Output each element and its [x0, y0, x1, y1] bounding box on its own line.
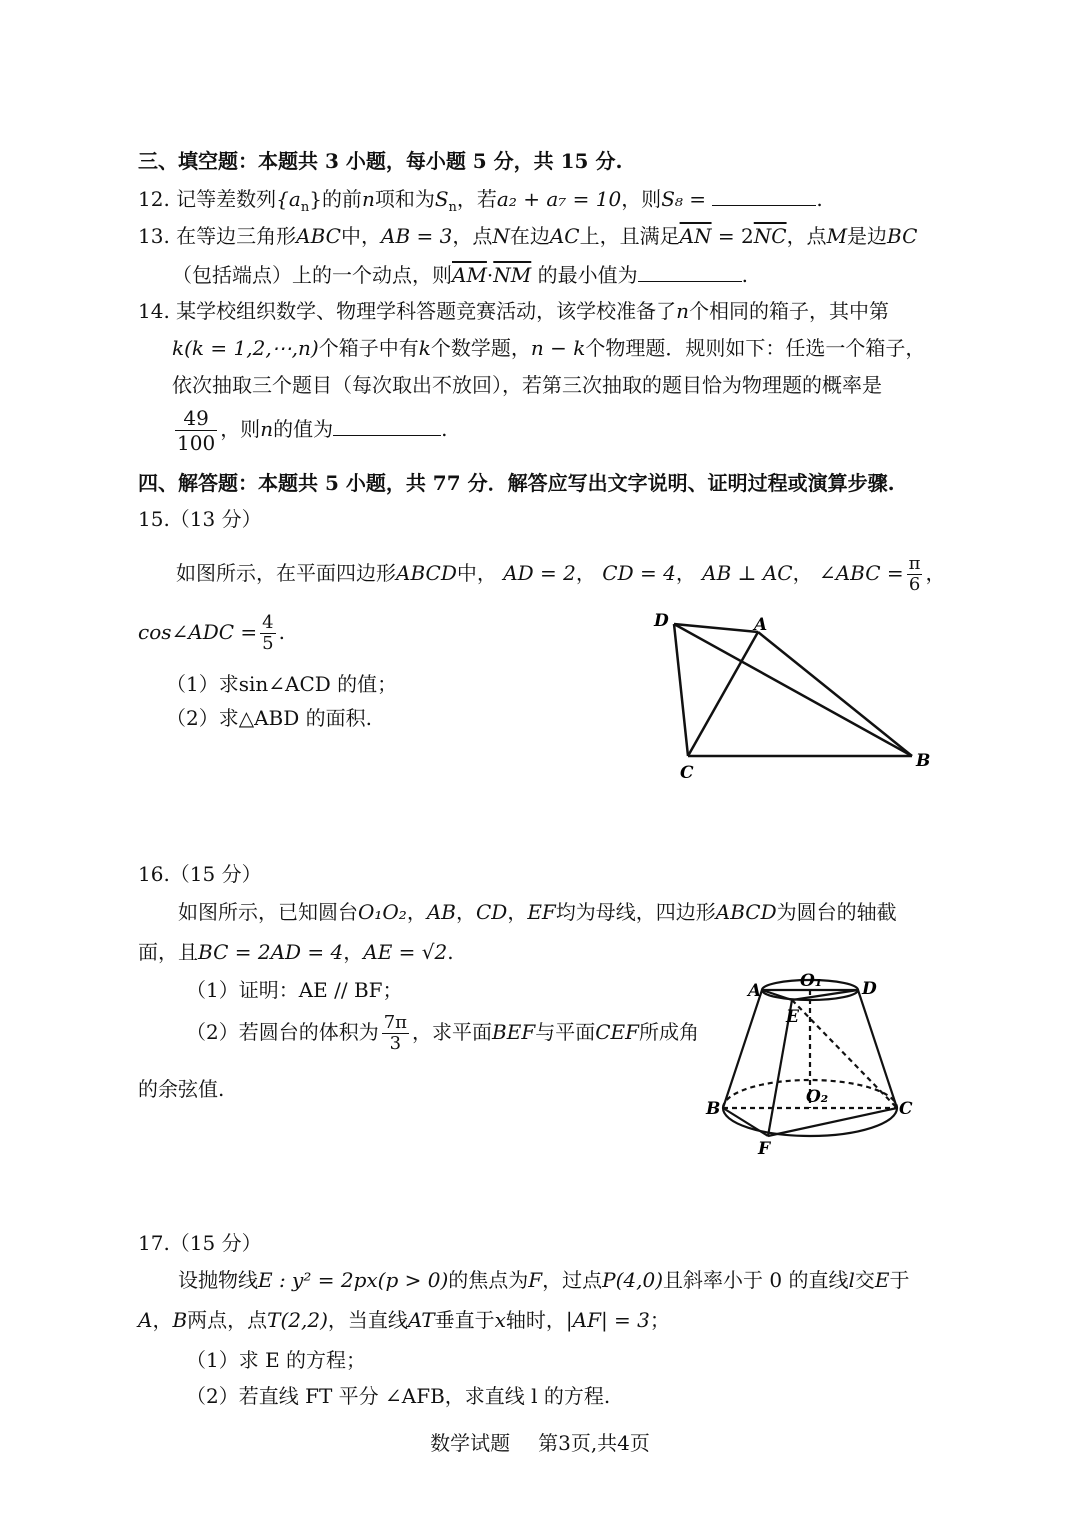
q15-cos: cos∠ADC = — [138, 620, 258, 644]
fraction-49-100 — [175, 406, 217, 455]
q13-text: ，点 — [452, 224, 493, 248]
q17-sub2: （2）若直线 FT 平分 ∠AFB，求直线 l 的方程. — [186, 1384, 611, 1408]
q15-sub1: （1）求sin∠ACD 的值； — [166, 672, 398, 696]
q13-ac: AC — [549, 224, 580, 248]
q14-text: ，则 — [220, 417, 261, 441]
q16-ae: AE = √2 — [363, 940, 448, 964]
q14-k-range: k(k = 1,2,⋯,n) — [172, 336, 319, 360]
q16-abcd: ABCD — [715, 900, 777, 924]
q12-text: ，则 — [621, 187, 662, 211]
question-14-line1 — [138, 297, 889, 325]
q15-ad: AD = 2 — [503, 561, 576, 585]
q16-text: 所成角 — [639, 1020, 699, 1044]
q16-text: 与平面 — [535, 1020, 596, 1044]
q13-text: 是边 — [847, 224, 888, 248]
frac-num: 49 — [175, 406, 217, 431]
label-D: D — [654, 611, 669, 631]
q15-text: 中， — [456, 561, 497, 585]
q15-line1: 如图所示，在平面四边形ABCD中， AD = 2， CD = 4， AB ⊥ AC， ∠ABC = $\frac{\pi}{6}$ ， — [176, 553, 946, 595]
label-C: C — [899, 1099, 913, 1119]
label-C: C — [680, 763, 694, 783]
label-F: F — [758, 1139, 771, 1159]
q17-text: ， — [152, 1308, 173, 1332]
q16-line-end: 的余弦值. — [138, 1077, 225, 1101]
q12-end: . — [816, 187, 823, 211]
q17-text: 于 — [889, 1268, 910, 1292]
vector-NM: $\overline{NM}$ — [493, 263, 532, 287]
question-13-line1 — [138, 222, 917, 250]
q13-text: （包括端点）上的一个动点，则 — [172, 263, 452, 287]
page-footer — [0, 1427, 1080, 1456]
q16-text: （2）若圆台的体积为 — [186, 1020, 379, 1044]
q16-header: 16.（15 分） — [138, 862, 262, 886]
q16-line2: 面，且BC = 2AD = 4，AE = √2. — [138, 940, 454, 964]
q16-text: ， — [406, 900, 427, 924]
q12-S: S — [434, 187, 449, 211]
segment-BF — [723, 1108, 768, 1136]
q17-text: ； — [649, 1308, 670, 1332]
q13-M: M — [826, 224, 848, 248]
footer-title: 数学试题 — [430, 1431, 511, 1455]
q14-n: n — [676, 299, 690, 323]
q16-cef: CEF — [595, 1020, 639, 1044]
diagonal-DB — [674, 624, 912, 756]
q17-text: 交 — [854, 1268, 875, 1292]
q13-ab: AB = 3 — [381, 224, 453, 248]
q16-text: ，求平面 — [412, 1020, 493, 1044]
q16-frustum-figure — [700, 960, 930, 1160]
q17-text: 两点，点 — [187, 1308, 268, 1332]
q16-text: 如图所示，已知圆台 — [178, 900, 358, 924]
q12-n: n — [361, 187, 375, 211]
frac-num: π — [908, 553, 921, 574]
label-O1: O₁ — [800, 971, 823, 991]
q15-line2 — [138, 612, 285, 654]
q12-S-sub: n — [448, 200, 457, 215]
fraction-7pi-3 — [382, 1013, 409, 1054]
vector-NC: $\overline{NC}$ — [753, 224, 787, 248]
q14-text: 个箱子中有 — [318, 336, 419, 360]
q16-bc: BC = 2AD = 4 — [198, 940, 344, 964]
q13-text: 中， — [341, 224, 381, 248]
q16-text: 面，且 — [138, 940, 198, 964]
question-14-line4 — [172, 406, 447, 455]
edge-DC — [674, 624, 688, 756]
fraction-pi-6 — [907, 554, 923, 595]
question-13-line2 — [172, 259, 748, 289]
q13-bc: BC — [887, 224, 918, 248]
q12-number: 12. — [138, 187, 170, 211]
q14-number: 14. — [138, 299, 170, 323]
frac-den: 6 — [908, 574, 921, 595]
q16-o1o2: O₁O₂ — [358, 900, 407, 924]
edge-AB — [758, 632, 912, 756]
question-14-line2 — [172, 334, 925, 362]
q15-abcd: ABCD — [396, 561, 457, 585]
vector-AM: $\overline{AM}$ — [452, 263, 487, 287]
frac-den: 100 — [177, 431, 216, 455]
q12-text: ，若 — [456, 187, 497, 211]
q17-P: P(4,0) — [602, 1268, 664, 1292]
q14-n-minus-k: n − k — [530, 336, 586, 360]
q17-text: 垂直于 — [434, 1308, 495, 1332]
question-14-line3: 依次抽取三个题目（每次取出不放回），若第三次抽取的题目恰为物理题的概率是 — [172, 373, 882, 397]
q17-E: E — [874, 1268, 890, 1292]
q17-text: 轴时， — [505, 1308, 566, 1332]
q15-cd: CD = 4 — [602, 561, 676, 585]
frac-den: 3 — [389, 1033, 402, 1054]
q14-text: 的值为 — [273, 417, 334, 441]
q15-angle: ∠ABC = — [818, 561, 904, 585]
q16-ef: EF — [527, 900, 556, 924]
answer-blank — [333, 413, 441, 436]
q17-A: A — [138, 1308, 153, 1332]
q17-text: 的焦点为 — [448, 1268, 529, 1292]
q17-text: ，当直线 — [327, 1308, 408, 1332]
q14-text: 个相同的箱子，其中第 — [689, 299, 890, 323]
q15-dot: . — [278, 620, 285, 644]
q17-T: T(2,2) — [267, 1308, 328, 1332]
q12-seq-sub: n — [300, 200, 310, 215]
q12-seq-end: } — [309, 187, 322, 211]
q14-end: . — [441, 417, 448, 441]
label-A: A — [748, 981, 762, 1001]
label-E: E — [786, 1007, 799, 1027]
q17-parabola-eq: E : y² = 2px(p > 0) — [258, 1268, 449, 1292]
q16-line1: 如图所示，已知圆台O₁O₂，AB，CD，EF均为母线，四边形ABCD为圆台的轴截 — [178, 900, 897, 924]
frac-den: 5 — [262, 633, 274, 654]
q13-text: 在边 — [509, 224, 550, 248]
q12-text: 记等差数列 — [176, 187, 277, 211]
label-A: A — [754, 615, 768, 635]
answer-blank — [712, 183, 816, 206]
frac-num: 4 — [262, 612, 274, 633]
q17-B: B — [172, 1308, 188, 1332]
q16-sub2 — [186, 1012, 699, 1054]
q17-text: ，过点 — [542, 1268, 603, 1292]
q13-dot: · — [486, 263, 494, 287]
fraction-4-5 — [260, 613, 275, 654]
section4-heading: 四、解答题：本题共 5 小题，共 77 分．解答应写出文字说明、证明过程或演算步骤. — [138, 471, 895, 495]
q14-text: 个物理题．规则如下：任选一个箱子， — [585, 336, 926, 360]
q12-text: 的前 — [321, 187, 362, 211]
q15-text: 如图所示，在平面四边形 — [176, 561, 396, 585]
q15-quadrilateral-figure — [640, 600, 940, 790]
q15-comma: ， — [925, 561, 946, 585]
q13-text: 上，且满足 — [579, 224, 680, 248]
q13-number: 13. — [138, 224, 170, 248]
q13-end: . — [741, 263, 748, 287]
q14-text: 个数学题， — [430, 336, 531, 360]
q13-text: 的最小值为 — [537, 263, 638, 287]
q17-l: l — [848, 1268, 855, 1292]
q12-text: 项和为 — [374, 187, 435, 211]
answer-blank — [638, 259, 742, 282]
q17-AF: |AF| = 3 — [565, 1308, 650, 1332]
q17-text: 且斜率小于 0 的直线 — [663, 1268, 849, 1292]
q17-text: 设抛物线 — [178, 1268, 258, 1292]
vector-AN: $\overline{AN}$ — [679, 224, 712, 248]
q13-N: N — [492, 224, 510, 248]
q13-eq: = 2 — [717, 224, 754, 248]
q17-line2 — [138, 1306, 670, 1334]
q13-text: ，点 — [786, 224, 827, 248]
q16-sub1: （1）证明：AE // BF； — [186, 978, 403, 1002]
q17-F: F — [528, 1268, 543, 1292]
q16-ab: AB — [426, 900, 456, 924]
segment-FC — [768, 1108, 897, 1136]
frac-num: 7π — [383, 1012, 408, 1033]
footer-page-number: 第3页,共4页 — [538, 1431, 650, 1455]
q17-x: x — [494, 1308, 506, 1332]
q13-abc: ABC — [296, 224, 341, 248]
q17-AT: AT — [407, 1308, 435, 1332]
q14-k: k — [418, 336, 431, 360]
label-B: B — [916, 751, 931, 771]
q13-text: 在等边三角形 — [176, 224, 297, 248]
q15-sub2: （2）求△ABD 的面积. — [166, 706, 372, 730]
q15-header: 15.（13 分） — [138, 507, 262, 531]
q12-condition: a₂ + a₇ = 10 — [496, 187, 622, 211]
q16-text: 为圆台的轴截 — [776, 900, 897, 924]
q17-header: 17.（15 分） — [138, 1231, 262, 1255]
q14-n: n — [260, 417, 274, 441]
q17-sub1: （1）求 E 的方程； — [186, 1348, 367, 1372]
q12-S8: S₈ = — [661, 187, 707, 211]
label-D: D — [862, 979, 877, 999]
label-B: B — [706, 1099, 721, 1119]
q14-text: 某学校组织数学、物理学科答题竞赛活动，该学校准备了 — [176, 299, 677, 323]
q15-perp: AB ⊥ AC — [702, 561, 793, 585]
question-12 — [138, 183, 823, 222]
q12-seq: {a — [276, 187, 301, 211]
q16-end: . — [447, 940, 454, 964]
section3-heading: 三、填空题：本题共 3 小题，每小题 5 分，共 15 分. — [138, 149, 623, 173]
label-O2: O₂ — [806, 1087, 829, 1107]
q16-cd: CD — [475, 900, 508, 924]
q16-text: 均为母线，四边形 — [555, 900, 716, 924]
q16-bef: BEF — [492, 1020, 536, 1044]
bottom-circle-front — [723, 1108, 897, 1136]
q17-line1 — [178, 1266, 910, 1294]
